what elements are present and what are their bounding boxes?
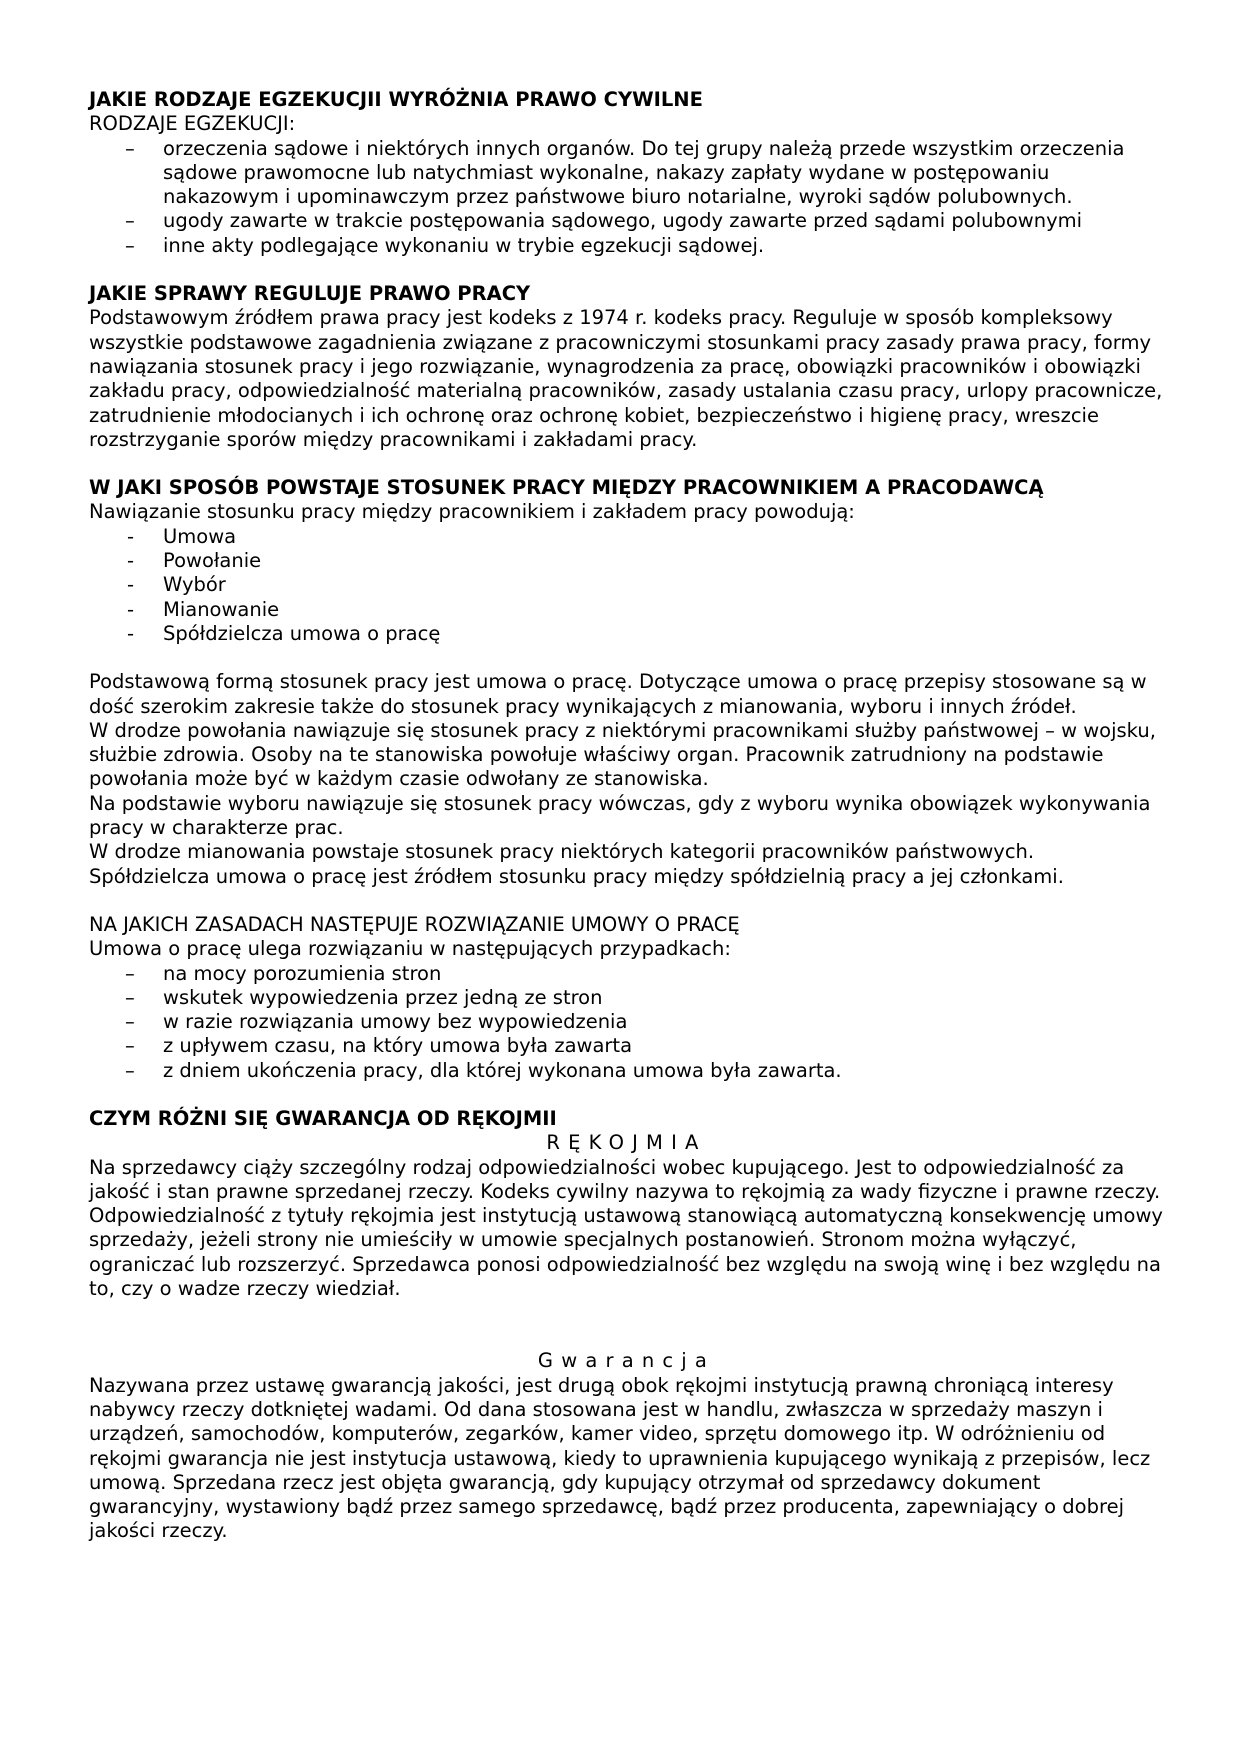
paragraph: Umowa o pracę ulega rozwiązaniu w następujących przypadkach: [89, 937, 731, 961]
paragraph: Na sprzedawcy ciąży szczególny rodzaj odpowiedzialności wobec kupującego. Jest to odpowiedzialność za jakość i stan prawne sprzedanej rzeczy. Kodeks cywilny nazywa to rękojmią za wady fizyczne i prawne rzeczy. Odpowiedzialność z tytuły rękojmia jest instytucją ustawową stanowiącą automatyczną konsekwencję umowy sprzedaży, jeżeli strony nie umieściły w umowie specjalnych postanowień. Stronom można wyłączyć, ograniczać lub rozszerzyć. Sprzedawca ponosi odpowiedzialność bez względu na swoją winę i bez względu na to, czy o wadze rzeczy wiedział. [89, 1155, 1163, 1301]
subheading-gwarancja: Gwarancja [537, 1349, 716, 1373]
paragraph: Podstawowym źródłem prawa pracy jest kodeks z 1974 r. kodeks pracy. Reguluje w sposób kompleksowy wszystkie podstawowe zagadnienia związane z pracowniczymi stosunkami pracy zasady prawa pracy, formy nawiązania stosunek pracy i jego rozwiązanie, wynagrodzenia za pracę, obowiązki pracowników i obowiązki zakładu pracy, odpowiedzialność materialną pracowników, zasady ustalania czasu pracy, urlopy pracownicze, zatrudnienie młodocianych i ich ochronę oraz ochronę kobiet, bezpieczeństwo i higienę pracy, wreszcie rozstrzyganie sporów między pracownikami i zakładami pracy. [89, 306, 1163, 451]
list-item: - Umowa [89, 525, 1164, 549]
list-item: - Powołanie [89, 549, 1164, 573]
list-item: - Spółdzielcza umowa o pracę [89, 622, 1164, 646]
termination-cases-list [89, 962, 1164, 1083]
paragraph: Nazywana przez ustawę gwarancją jakości, jest drugą obok rękojmi instytucją prawną chroniącą interesy nabywcy rzeczy dotkniętej wadami. Od dana stosowana jest w handlu, zwłaszcza w sprzedaży maszyn i urządzeń, samochodów, komputerów, zegarków, kamer video, sprzętu domowego itp. W odróżnieniu od rękojmi gwarancja nie jest instytucja ustawową, kiedy to uprawnienia kupującego wynikają z przepisów, lecz umową. Sprzedana rzecz jest objęta gwarancją, gdy kupujący otrzymał od sprzedawcy dokument gwarancyjny, wystawiony bądź przez samego sprzedawcę, bądź przez producenta, zapewniający o dobrej jakości rzeczy. [89, 1373, 1151, 1543]
employment-forms-list [89, 525, 1164, 646]
paragraph: Nawiązanie stosunku pracy między pracownikiem i zakładem pracy powodują: [89, 500, 855, 524]
list-item: – inne akty podlegające wykonaniu w trybie egzekucji sądowej. [89, 234, 1164, 258]
list-item: – w razie rozwiązania umowy bez wypowiedzenia [89, 1010, 1164, 1034]
enforcement-types-list [89, 137, 1164, 258]
list-item: – orzeczenia sądowe i niektórych innych organów. Do tej grupy należą przede wszystkim orzeczenia sądowe prawomocne lub natychmiast wykonalne, nakazy zapłaty wydane w postępowaniu nakazowym i upominawczym przez państwowe biuro notarialne, wyroki sądów polubownych. [89, 137, 1164, 210]
list-item: – z upływem czasu, na który umowa była zawarta [89, 1034, 1164, 1058]
list-item: - Mianowanie [89, 598, 1164, 622]
paragraph: Podstawową formą stosunek pracy jest umowa o pracę. Dotyczące umowa o pracę przepisy stosowane są w dość szerokim zakresie także do stosunek pracy wynikających z mianowania, wyboru i innych źródeł. [89, 670, 1147, 718]
section-heading: NA JAKICH ZASADACH NASTĘPUJE ROZWIĄZANIE UMOWY O PRACĘ [89, 912, 740, 936]
section-heading: JAKIE RODZAJE EGZEKUCJII WYRÓŻNIA PRAWO CYWILNE [89, 88, 703, 111]
list-item: - Wybór [89, 573, 1164, 597]
section-heading: CZYM RÓŻNI SIĘ GWARANCJA OD RĘKOJMII [89, 1106, 557, 1130]
paragraph: W drodze mianowania powstaje stosunek pracy niektórych kategorii pracowników państwowych. [89, 840, 1035, 864]
list-item: – ugody zawarte w trakcie postępowania sądowego, ugody zawarte przed sądami polubownymi [89, 209, 1164, 233]
section-subheading: RODZAJE EGZEKUCJI: [89, 112, 296, 136]
list-item: – z dniem ukończenia pracy, dla której wykonana umowa była zawarta. [89, 1059, 1164, 1083]
paragraph: Na podstawie wyboru nawiązuje się stosunek pracy wówczas, gdy z wyboru wynika obowiązek wykonywania pracy w charakterze prac. [89, 791, 1151, 840]
paragraph: Spółdzielcza umowa o pracę jest źródłem stosunku pracy między spółdzielnią pracy a jej członkami. [89, 864, 1064, 888]
section-heading: JAKIE SPRAWY REGULUJE PRAWO PRACY [89, 282, 531, 306]
list-item: – na mocy porozumienia stron [89, 962, 1164, 986]
subheading-rekojmia: RĘKOJMIA [546, 1131, 707, 1155]
list-item: – wskutek wypowiedzenia przez jedną ze stron [89, 986, 1164, 1010]
paragraph: W drodze powołania nawiązuje się stosunek pracy z niektórymi pracownikami służby państwowej – w wojsku, służbie zdrowia. Osoby na te stanowiska powołuje właściwy organ. Pracownik zatrudniony na podstawie powołania może być w każdym czasie odwołany ze stanowiska. [89, 718, 1156, 791]
section-heading: W JAKI SPOSÓB POWSTAJE STOSUNEK PRACY MIĘDZY PRACOWNIKIEM A PRACODAWCĄ [89, 476, 1044, 500]
document-body [89, 88, 1164, 1544]
